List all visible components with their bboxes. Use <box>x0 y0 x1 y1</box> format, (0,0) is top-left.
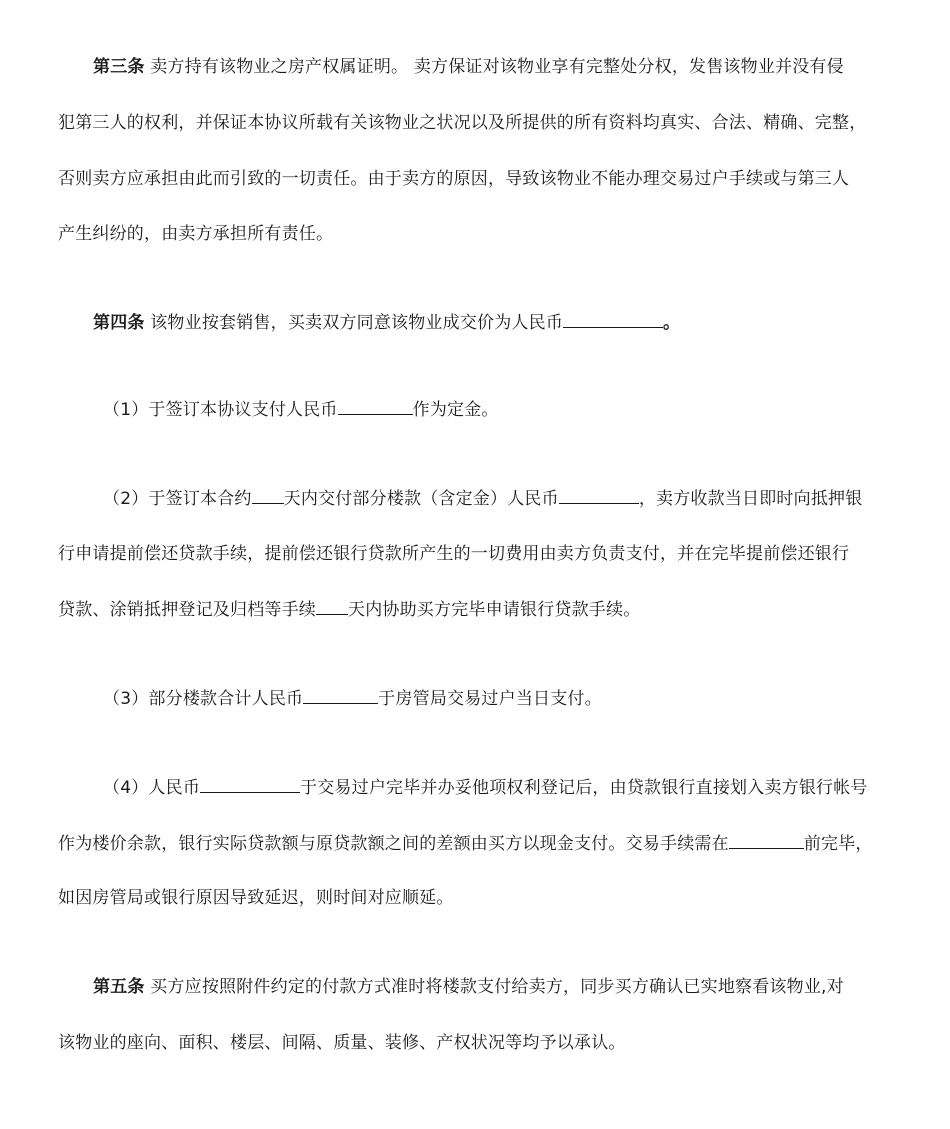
item3-text: （3）部分楼款合计人民币 <box>103 689 304 709</box>
article5-heading: 第五条 <box>93 977 145 997</box>
price-blank <box>563 311 663 328</box>
article4-text: 该物业按套销售，买卖双方同意该物业成交价为人民币 <box>150 313 564 333</box>
article3-line-3: 否则卖方应承担由此而引致的一切责任。由于卖方的原因，导致该物业不能办理交易过户手续或与第三人 <box>58 169 850 189</box>
item2-text-2: 天内交付部分楼款（含定金）人民币 <box>283 489 559 509</box>
days-blank-1 <box>252 487 284 504</box>
article3-heading: 第三条 <box>93 57 145 77</box>
item2-line-3 <box>58 598 640 621</box>
article5-line-1 <box>93 976 844 998</box>
item4-line-3: 如因房管局或银行原因导致延迟，则时间对应顺延。 <box>58 888 454 908</box>
article3-line-4: 产生纠纷的，由卖方承担所有责任。 <box>58 224 334 244</box>
item2-text-3: ，卖方收款当日即时向抵押银 <box>638 489 863 509</box>
item1-line <box>103 398 499 421</box>
article3-text-1: 卖方持有该物业之房产权属证明。 卖方保证对该物业享有完整处分权，发售该物业并没有侵 <box>150 57 844 77</box>
item1-text: （1）于签订本协议支付人民币 <box>103 400 338 420</box>
item2-text-1: （2）于签订本合约 <box>103 489 252 509</box>
article3-line-1 <box>93 56 844 78</box>
item4-line-1 <box>103 776 868 799</box>
item4-text-1: （4）人民币 <box>103 778 201 798</box>
balance-blank <box>200 776 300 793</box>
item2-line-2: 行申请提前偿还贷款手续，提前偿还银行贷款所产生的一切费用由卖方负责支付，并在完毕提前偿还银行 <box>58 544 850 564</box>
item4-line-2 <box>58 832 873 855</box>
item2-line-1 <box>103 487 862 510</box>
deadline-blank <box>729 832 804 849</box>
article4-heading: 第四条 <box>93 313 145 333</box>
article5-line-2: 该物业的座向、面积、楼层、间隔、质量、装修、产权状况等均予以承认。 <box>58 1033 626 1053</box>
partial-total-blank <box>303 687 378 704</box>
item2-text-5: 天内协助买方完毕申请银行贷款手续。 <box>348 600 641 620</box>
item4-text-2: 于交易过户完毕并办妥他项权利登记后，由贷款银行直接划入卖方银行帐号 <box>300 778 868 798</box>
article3-line-2: 犯第三人的权利，并保证本协议所载有关该物业之状况以及所提供的所有资料均真实、合法、精确、完整， <box>58 113 867 133</box>
item2-text-4: 贷款、涂销抵押登记及归档等手续 <box>58 600 316 620</box>
item4-text-4: 前完毕， <box>803 834 873 854</box>
article4-line-1 <box>93 311 680 334</box>
item3-end: 于房管局交易过户当日支付。 <box>378 689 602 709</box>
item3-line <box>103 687 602 710</box>
days-blank-2 <box>316 598 348 615</box>
item4-text-3: 作为楼价余款，银行实际贷款额与原贷款额之间的差额由买方以现金支付。交易手续需在 <box>58 834 729 854</box>
partial-payment-blank <box>559 487 639 504</box>
item1-end: 作为定金。 <box>412 400 499 420</box>
deposit-blank <box>338 398 413 415</box>
article5-text-1: 买方应按照附件约定的付款方式准时将楼款支付给卖方，同步买方确认已实地察看该物业,对 <box>150 977 844 997</box>
article4-end: 。 <box>663 313 681 333</box>
